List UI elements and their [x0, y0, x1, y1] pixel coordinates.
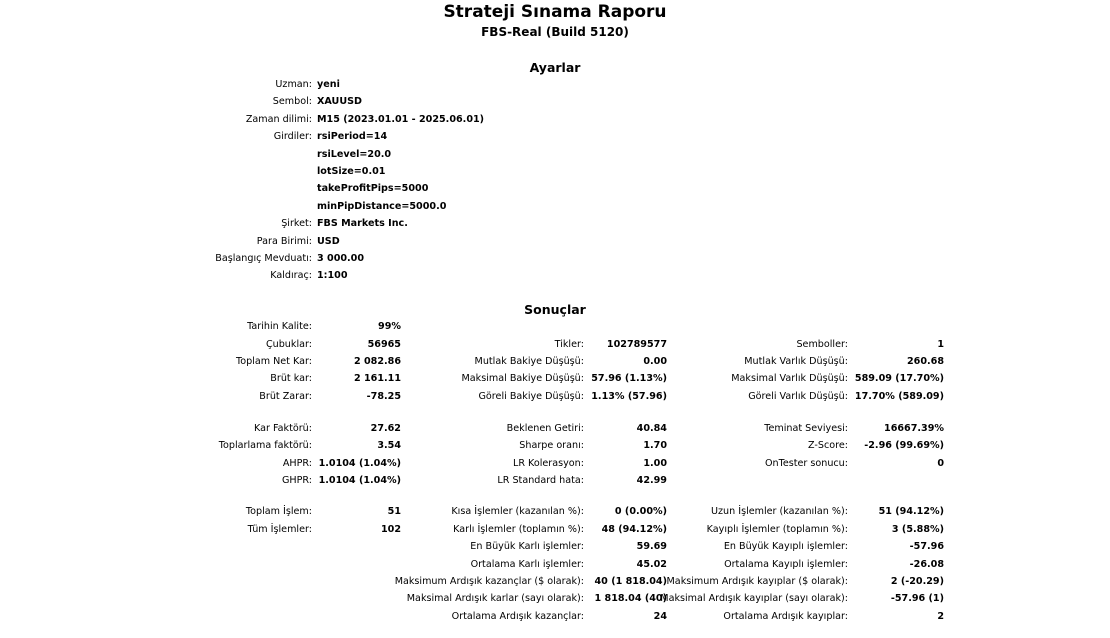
- rel-equity-dd-label: Göreli Varlık Düşüşü:: [748, 391, 848, 402]
- max-consec-loss-label: Maksimal Ardışık kayıplar (sayı olarak):: [660, 593, 848, 604]
- recovery-factor-value: 3.54: [377, 440, 401, 451]
- symbol-value: XAUUSD: [317, 96, 362, 107]
- company-label: Şirket:: [281, 218, 312, 229]
- input-lot-size: lotSize=0.01: [317, 166, 386, 177]
- zscore-label: Z-Score:: [808, 440, 848, 451]
- ghpr-value: 1.0104 (1.04%): [318, 475, 401, 486]
- max-balance-dd-label: Maksimal Bakiye Düşüşü:: [461, 373, 584, 384]
- profit-trades-value: 48 (94.12%): [601, 524, 667, 535]
- bars-value: 56965: [367, 339, 401, 350]
- expected-payoff-value: 40.84: [636, 423, 667, 434]
- avg-consec-wins-value: 24: [653, 611, 667, 622]
- largest-profit-value: 59.69: [636, 541, 667, 552]
- avg-consec-losses-label: Ortalama Ardışık kayıplar:: [723, 611, 848, 622]
- lr-stderr-value: 42.99: [636, 475, 667, 486]
- abs-balance-dd-value: 0.00: [643, 356, 667, 367]
- avg-consec-wins-label: Ortalama Ardışık kazançlar:: [451, 611, 584, 622]
- input-min-pip-distance: minPipDistance=5000.0: [317, 201, 447, 212]
- zscore-value: -2.96 (99.69%): [864, 440, 944, 451]
- sharpe-label: Sharpe oranı:: [519, 440, 584, 451]
- max-consec-profit-label: Maksimal Ardışık karlar (sayı olarak):: [406, 593, 584, 604]
- avg-profit-value: 45.02: [636, 559, 667, 570]
- input-rsi-period: rsiPeriod=14: [317, 131, 388, 142]
- gross-loss-label: Brüt Zarar:: [259, 391, 312, 402]
- largest-loss-label: En Büyük Kayıplı işlemler:: [723, 541, 848, 552]
- expected-payoff-label: Beklenen Getiri:: [506, 423, 584, 434]
- gross-loss-value: -78.25: [366, 391, 401, 402]
- max-equity-dd-value: 589.09 (17.70%): [854, 373, 944, 384]
- ticks-label: Tikler:: [554, 339, 584, 350]
- input-rsi-level: rsiLevel=20.0: [317, 149, 392, 160]
- deposit-value: 3 000.00: [317, 253, 365, 264]
- ontester-value: 0: [937, 458, 944, 469]
- expert-label: Uzman:: [275, 79, 312, 90]
- symbol-label: Sembol:: [272, 96, 312, 107]
- rel-balance-dd-label: Göreli Bakiye Düşüşü:: [478, 391, 584, 402]
- gross-profit-label: Brüt kar:: [270, 373, 312, 384]
- avg-profit-label: Ortalama Karlı işlemler:: [470, 559, 584, 570]
- input-take-profit-pips: takeProfitPips=5000: [317, 183, 429, 194]
- settings-section-title: Ayarlar: [529, 60, 581, 75]
- total-deals-value: 102: [380, 524, 401, 535]
- report-subtitle: FBS-Real (Build 5120): [481, 25, 629, 39]
- abs-balance-dd-label: Mutlak Bakiye Düşüşü:: [474, 356, 584, 367]
- avg-consec-losses-value: 2: [937, 611, 944, 622]
- total-net-profit-label: Toplam Net Kar:: [235, 356, 312, 367]
- currency-label: Para Birimi:: [256, 236, 312, 247]
- abs-equity-dd-value: 260.68: [906, 356, 944, 367]
- history-quality-label: Tarihin Kalite:: [247, 321, 312, 332]
- max-consec-profit-value: 1 818.04 (40): [594, 593, 667, 604]
- profit-trades-label: Karlı İşlemler (toplamın %):: [453, 524, 584, 535]
- gross-profit-value: 2 161.11: [353, 373, 401, 384]
- sharpe-value: 1.70: [643, 440, 667, 451]
- timeframe-label: Zaman dilimi:: [245, 114, 312, 125]
- max-consec-loss-value: -57.96 (1): [890, 593, 944, 604]
- total-trades-value: 51: [387, 506, 401, 517]
- timeframe-value: M15 (2023.01.01 - 2025.06.01): [317, 114, 485, 125]
- max-consec-losses-value: 2 (-20.29): [890, 576, 944, 587]
- lr-stderr-label: LR Standard hata:: [497, 475, 584, 486]
- short-trades-label: Kısa İşlemler (kazanılan %):: [451, 506, 584, 517]
- ontester-label: OnTester sonucu:: [764, 458, 848, 469]
- currency-value: USD: [317, 236, 340, 247]
- max-consec-wins-label: Maksimum Ardışık kazançlar ($ olarak):: [394, 576, 584, 587]
- deposit-label: Başlangıç Mevduatı:: [215, 253, 312, 264]
- abs-equity-dd-label: Mutlak Varlık Düşüşü:: [744, 356, 848, 367]
- profit-factor-value: 27.62: [370, 423, 401, 434]
- profit-factor-label: Kar Faktörü:: [254, 423, 312, 434]
- ghpr-label: GHPR:: [281, 475, 312, 486]
- symbols-value: 1: [937, 339, 944, 350]
- results-section-title: Sonuçlar: [524, 302, 586, 317]
- ahpr-label: AHPR:: [282, 458, 312, 469]
- margin-level-value: 16667.39%: [884, 423, 944, 434]
- rel-equity-dd-value: 17.70% (589.09): [854, 391, 944, 402]
- total-net-profit-value: 2 082.86: [353, 356, 401, 367]
- max-equity-dd-label: Maksimal Varlık Düşüşü:: [731, 373, 848, 384]
- avg-loss-value: -26.08: [909, 559, 944, 570]
- loss-trades-value: 3 (5.88%): [891, 524, 944, 535]
- bars-label: Çubuklar:: [265, 339, 312, 350]
- expert-value: yeni: [317, 79, 340, 90]
- short-trades-value: 0 (0.00%): [614, 506, 667, 517]
- loss-trades-label: Kayıplı İşlemler (toplamın %):: [706, 524, 848, 535]
- lr-correlation-value: 1.00: [643, 458, 667, 469]
- leverage-label: Kaldıraç:: [270, 270, 312, 281]
- rel-balance-dd-value: 1.13% (57.96): [591, 391, 667, 402]
- largest-loss-value: -57.96: [909, 541, 944, 552]
- margin-level-label: Teminat Seviyesi:: [764, 423, 848, 434]
- history-quality-value: 99%: [378, 321, 401, 332]
- long-trades-label: Uzun İşlemler (kazanılan %):: [710, 506, 848, 517]
- max-consec-losses-label: Maksimum Ardışık kayıplar ($ olarak):: [666, 576, 848, 587]
- symbols-label: Semboller:: [796, 339, 848, 350]
- ticks-value: 102789577: [606, 339, 667, 350]
- recovery-factor-label: Toplarlama faktörü:: [218, 440, 312, 451]
- total-trades-label: Toplam İşlem:: [245, 506, 312, 517]
- lr-correlation-label: LR Kolerasyon:: [513, 458, 584, 469]
- largest-profit-label: En Büyük Karlı işlemler:: [470, 541, 584, 552]
- report-title: Strateji Sınama Raporu: [443, 2, 667, 22]
- leverage-value: 1:100: [317, 270, 348, 281]
- avg-loss-label: Ortalama Kayıplı işlemler:: [724, 559, 848, 570]
- max-balance-dd-value: 57.96 (1.13%): [591, 373, 667, 384]
- ahpr-value: 1.0104 (1.04%): [318, 458, 401, 469]
- long-trades-value: 51 (94.12%): [878, 506, 944, 517]
- inputs-label: Girdiler:: [273, 131, 312, 142]
- max-consec-wins-value: 40 (1 818.04): [594, 576, 667, 587]
- company-value: FBS Markets Inc.: [317, 218, 408, 229]
- total-deals-label: Tüm İşlemler:: [247, 524, 312, 535]
